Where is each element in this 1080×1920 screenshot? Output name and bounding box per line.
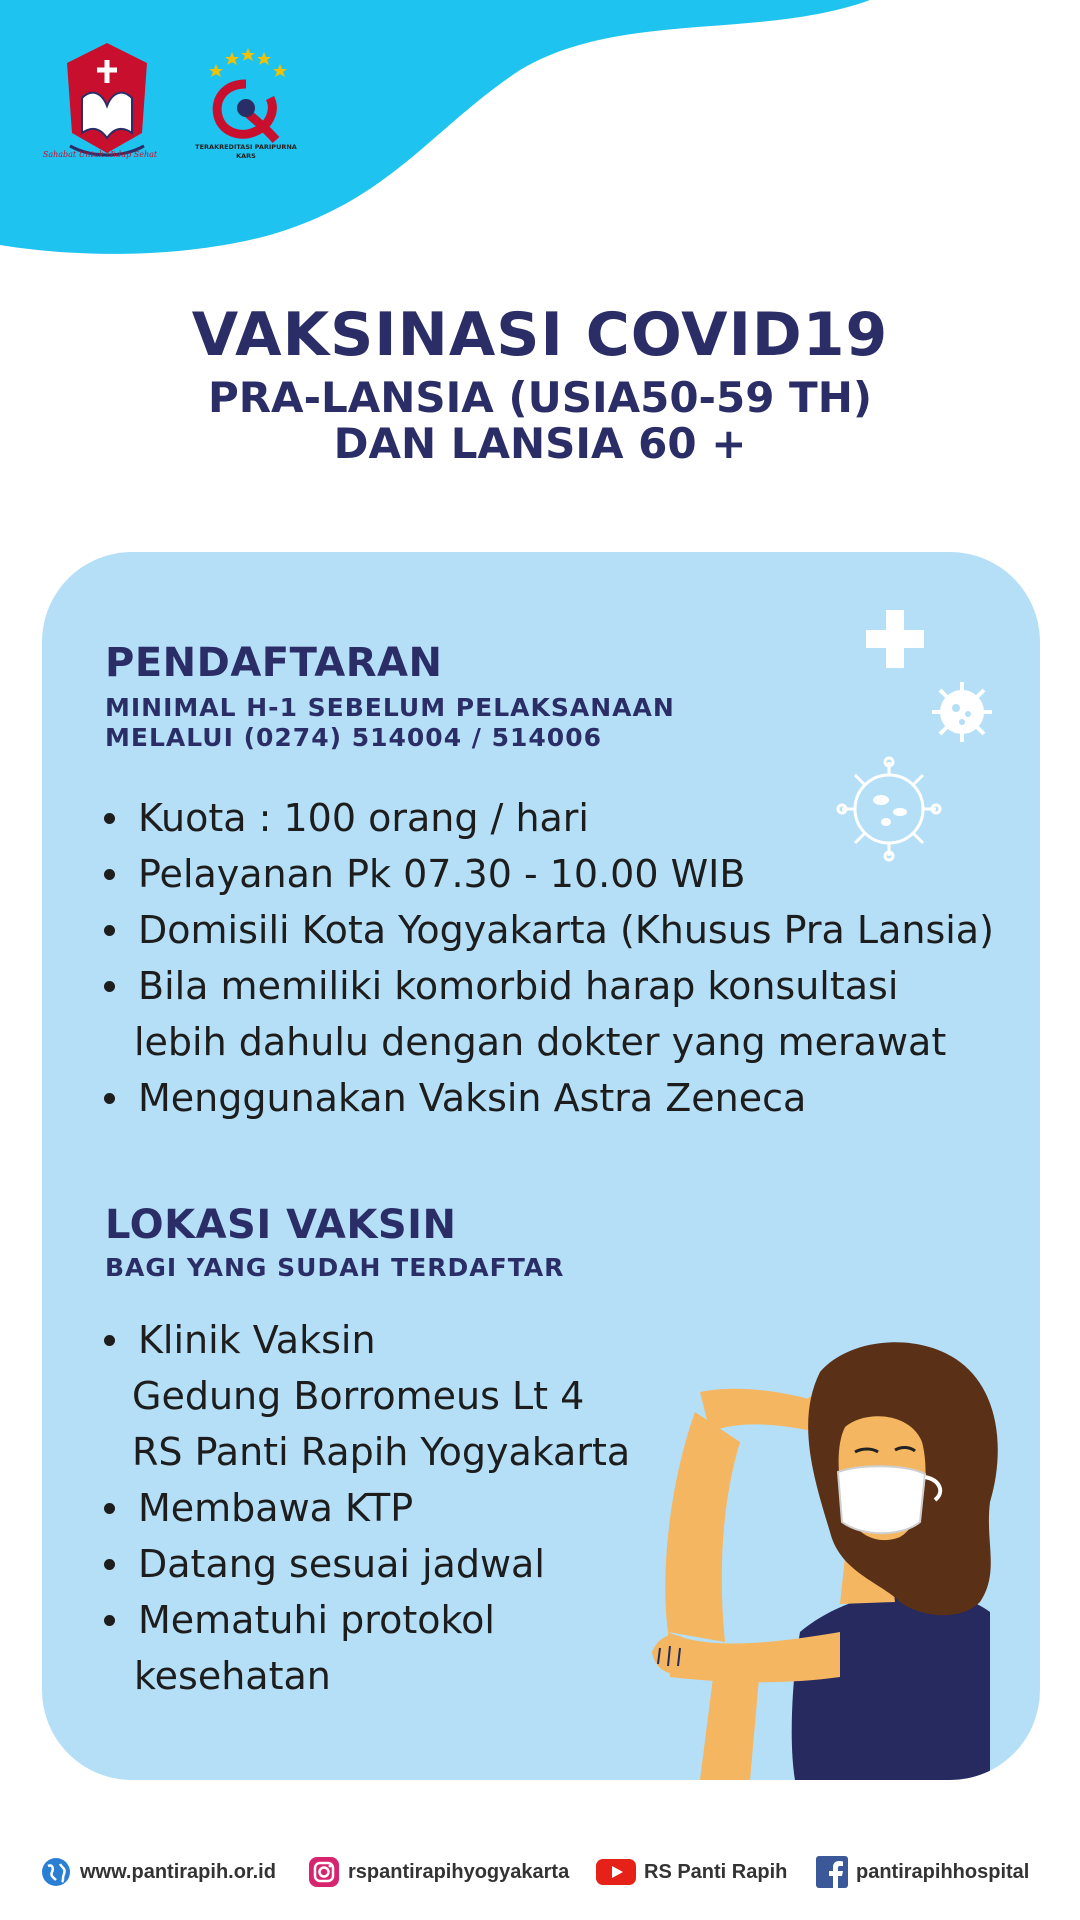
footer-facebook[interactable]: [816, 1855, 1029, 1889]
main-title: VAKSINASI COVID19: [191, 300, 889, 370]
kars-caption-line1: TERAKREDITASI PARIPURNA: [195, 143, 297, 151]
medical-cross-icon: [866, 610, 924, 668]
list-item: Menggunakan Vaksin Astra Zeneca: [100, 1070, 1000, 1126]
footer-youtube[interactable]: [596, 1855, 787, 1889]
list-item: Domisili Kota Yogyakarta (Khusus Pra Lansia): [100, 902, 1000, 958]
kars-logo: [196, 42, 296, 152]
list-item-continuation: Gedung Borromeus Lt 4: [132, 1374, 585, 1418]
website-label: www.pantirapih.or.id: [80, 1860, 276, 1883]
list-item-continuation: lebih dahulu dengan dokter yang merawat: [134, 1020, 947, 1064]
location-sub: BAGI YANG SUDAH TERDAFTAR: [105, 1253, 565, 1282]
kars-caption: [186, 143, 306, 161]
registration-sub1: MINIMAL H-1 SEBELUM PELAKSANAAN: [105, 693, 675, 722]
facebook-label: pantirapihhospital: [856, 1860, 1030, 1883]
list-item: Membawa KTP: [100, 1480, 1000, 1536]
instagram-icon: [308, 1856, 340, 1888]
hospital-tagline: Sahabat Untuk Hidup Sehat: [42, 150, 158, 159]
location-heading: LOKASI VAKSIN: [105, 1202, 457, 1248]
kars-caption-line2: KARS: [236, 152, 256, 160]
list-item: Kuota : 100 orang / hari: [100, 790, 1000, 846]
virus-icon: [928, 678, 996, 746]
list-item: Pelayanan Pk 07.30 - 10.00 WIB: [100, 846, 1000, 902]
subtitle-line2: DAN LANSIA 60 +: [333, 419, 747, 468]
globe-icon: [40, 1856, 72, 1888]
footer-website[interactable]: [40, 1855, 276, 1889]
subtitle-line1: PRA-LANSIA (USIA50-59 TH): [207, 373, 873, 422]
youtube-icon: [596, 1857, 636, 1887]
list-item-continuation: RS Panti Rapih Yogyakarta: [132, 1430, 631, 1474]
facebook-icon: [816, 1856, 848, 1888]
registration-heading: PENDAFTARAN: [105, 640, 443, 686]
list-item: Mematuhi protokol: [100, 1592, 1000, 1648]
registration-sub2: MELALUI (0274) 514004 / 514006: [105, 723, 602, 752]
list-item: Klinik Vaksin: [100, 1312, 1000, 1368]
header-wave: [0, 0, 1080, 270]
list-item: Datang sesuai jadwal: [100, 1536, 1000, 1592]
youtube-label: RS Panti Rapih: [644, 1860, 788, 1883]
location-list: [100, 1312, 1000, 1704]
registration-list: [100, 790, 1000, 1126]
instagram-label: rspantirapihyogyakarta: [348, 1860, 570, 1883]
list-item: Bila memiliki komorbid harap konsultasi: [100, 958, 1000, 1014]
list-item-continuation: kesehatan: [134, 1654, 331, 1698]
footer-instagram[interactable]: [308, 1855, 569, 1889]
